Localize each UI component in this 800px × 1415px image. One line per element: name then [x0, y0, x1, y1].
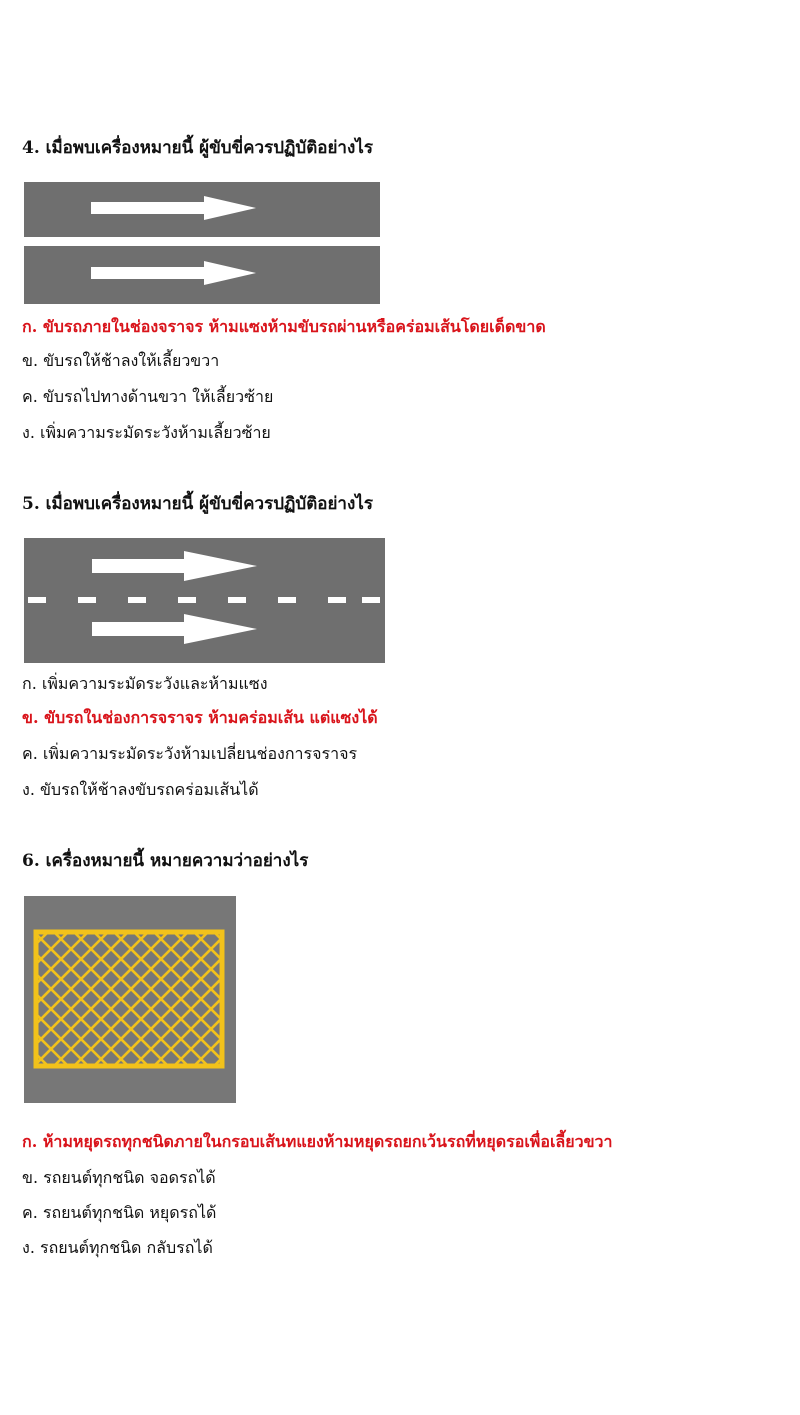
yellow-box-junction-icon [24, 896, 236, 1103]
question-5-option-a[interactable]: ก. เพิ่มความระมัดระวังและห้ามแซง [22, 674, 268, 693]
question-5-option-b[interactable]: ข. ขับรถในช่องการจราจร ห้ามคร่อมเส้น แต่แซงได้ [22, 708, 378, 727]
question-6-option-d[interactable]: ง. รถยนต์ทุกชนิด กลับรถได้ [22, 1238, 213, 1257]
question-6-option-a[interactable]: ก. ห้ามหยุดรถทุกชนิดภายในกรอบเส้นทแยงห้ามหยุดรถยกเว้นรถที่หยุดรอเพื่อเลี้ยวขวา [22, 1132, 613, 1151]
question-6-title: 6. เครื่องหมายนี้ หมายความว่าอย่างไร [22, 851, 309, 871]
question-5-option-d[interactable]: ง. ขับรถให้ช้าลงขับรถคร่อมเส้นได้ [22, 780, 259, 799]
road-dashed-line-arrows-icon [24, 538, 385, 663]
question-5-title: 5. เมื่อพบเครื่องหมายนี้ ผู้ขับขี่ควรปฏิบัติอย่างไร [22, 494, 373, 514]
question-5-option-c[interactable]: ค. เพิ่มความระมัดระวังห้ามเปลี่ยนช่องการจราจร [22, 744, 358, 763]
question-4-option-a[interactable]: ก. ขับรถภายในช่องจราจร ห้ามแซงห้ามขับรถผ่านหรือคร่อมเส้นโดยเด็ดขาด [22, 317, 546, 336]
question-4-option-c[interactable]: ค. ขับรถไปทางด้านขวา ให้เลี้ยวซ้าย [22, 387, 274, 406]
question-6-option-b[interactable]: ข. รถยนต์ทุกชนิด จอดรถได้ [22, 1168, 216, 1187]
question-4-option-d[interactable]: ง. เพิ่มความระมัดระวังห้ามเลี้ยวซ้าย [22, 423, 271, 442]
question-6-option-c[interactable]: ค. รถยนต์ทุกชนิด หยุดรถได้ [22, 1203, 217, 1222]
road-solid-line-arrows-icon [24, 182, 380, 304]
question-4-title: 4. เมื่อพบเครื่องหมายนี้ ผู้ขับขี่ควรปฏิบัติอย่างไร [22, 138, 373, 158]
question-4-option-b[interactable]: ข. ขับรถให้ช้าลงให้เลี้ยวขวา [22, 351, 220, 370]
